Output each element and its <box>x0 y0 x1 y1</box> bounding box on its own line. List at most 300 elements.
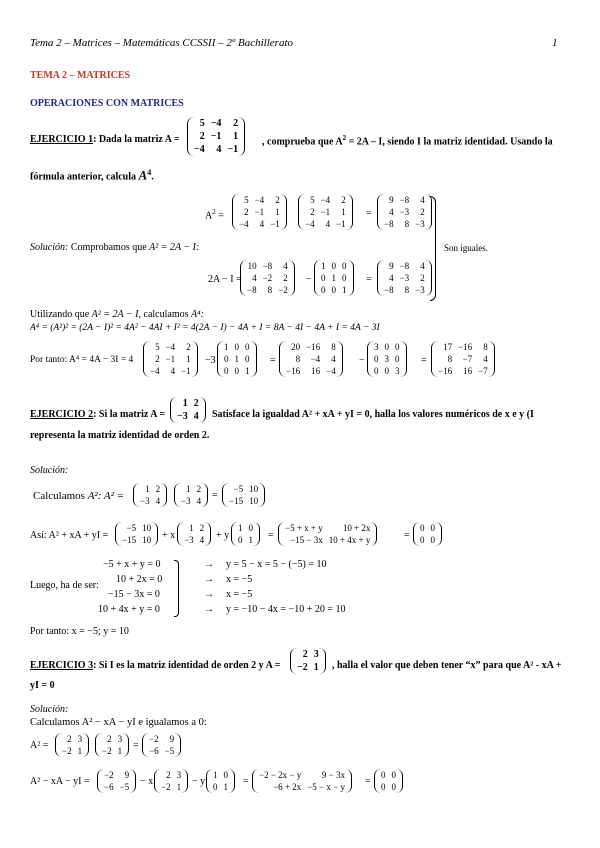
matrix-row <box>381 272 428 284</box>
ex1-use-line: Utilizando que A² = 2A − I, calculamos A⁴: <box>30 309 204 320</box>
matrix-cell: 17 <box>443 342 453 352</box>
matrix-cell: −16 <box>458 342 473 352</box>
ex2-luego: Luego, ha de ser: <box>30 580 99 591</box>
ex2-y: + y <box>216 530 230 541</box>
matrix-row <box>282 534 373 546</box>
section-title: TEMA 2 – MATRICES <box>30 70 131 81</box>
ex3-m2 <box>95 733 129 757</box>
matrix-cell: −3 <box>399 207 410 217</box>
matrix-cell: −15 <box>229 496 244 506</box>
matrix-row <box>119 522 154 534</box>
sys-left-2: −15 − 3x = 0 <box>108 589 160 600</box>
matrix-cell: −8 <box>399 261 410 271</box>
matrix-row <box>236 194 283 206</box>
matrix-cell: 2 <box>283 273 288 283</box>
ex3-m4 <box>154 769 188 793</box>
ex3-calc: Calculamos A² − xA − yI e igualamos a 0: <box>30 717 207 728</box>
matrix-cell: 2 <box>193 398 199 409</box>
matrix-cell: 5 <box>310 195 315 205</box>
matrix-row <box>181 534 207 546</box>
ex3-m1 <box>55 733 89 757</box>
matrix-cell: 2 <box>233 118 239 129</box>
exercise-2-prompt-b: Satisface la igualdad A² + xA + yI = 0, halla los valores numéricos de x e y (I <box>212 409 534 420</box>
matrix-cell: 0 <box>381 770 386 780</box>
matrix-cell: 3 <box>117 734 123 744</box>
matrix-cell: 4 <box>216 144 222 155</box>
matrix-cell: 4 <box>331 354 336 364</box>
matrix-cell: −15 − 3x <box>290 535 323 545</box>
exercise-1-prompt-b: , comprueba que $A^2 = 2A - I$, siendo I la matriz identidad. Usando la <box>262 134 553 148</box>
matrix-cell: 1 <box>189 523 194 533</box>
matrix-row <box>282 522 373 534</box>
page-number: 1 <box>552 37 558 49</box>
matrix-row <box>318 272 350 284</box>
matrix-cell: −1 <box>227 144 239 155</box>
matrix-row <box>137 483 163 495</box>
matrix-cell: −5 <box>233 484 244 494</box>
ex3-m7 <box>374 769 403 793</box>
matrix-row <box>137 495 163 507</box>
exercise-1-matrix-a <box>187 117 245 156</box>
sys-right-0: y = 5 − x = 5 − (−5) = 10 <box>226 559 327 570</box>
matrix-row <box>378 769 399 781</box>
ex2-m4 <box>177 522 211 546</box>
sys-right-2: x = −5 <box>226 589 253 600</box>
sys-left-3: 10 + 4x + y = 0 <box>98 604 160 615</box>
matrix-row <box>174 397 202 410</box>
ex2-m6 <box>278 522 377 546</box>
ex1-m2 <box>298 194 353 230</box>
matrix-cell: −7 <box>478 366 488 376</box>
matrix-cell: −3 <box>184 535 194 545</box>
exercise-2-prompt-c: representa la matriz identidad de orden 2. <box>30 430 210 441</box>
matrix-cell: 3 <box>395 366 400 376</box>
ex1-m6 <box>217 341 257 377</box>
matrix-cell: 0 <box>374 366 379 376</box>
matrix-cell: 1 <box>145 484 150 494</box>
matrix-cell: 2 <box>420 273 425 283</box>
matrix-cell: −5 − x − y <box>307 782 345 792</box>
matrix-row <box>244 272 291 284</box>
ex3-x: − x <box>140 776 154 787</box>
matrix-cell: 2 <box>310 207 315 217</box>
matrix-cell: 2 <box>196 484 202 494</box>
matrix-row <box>371 365 403 377</box>
matrix-cell: 4 <box>389 207 394 217</box>
matrix-cell: −3 <box>181 496 191 506</box>
matrix-cell: 1 <box>117 746 123 756</box>
matrix-cell: −1 <box>181 366 191 376</box>
matrix-row <box>381 206 428 218</box>
exercise-3-prompt-c: yI = 0 <box>30 680 55 691</box>
equals-sign: = <box>270 355 276 366</box>
matrix-cell: −6 + 2x <box>273 782 302 792</box>
sys-right-1: x = −5 <box>226 574 253 585</box>
matrix-cell: −1 <box>210 131 222 142</box>
matrix-cell: 0 <box>213 782 218 792</box>
matrix-row <box>221 353 253 365</box>
matrix-cell: 1 <box>275 207 280 217</box>
matrix-cell: −2 <box>297 662 308 673</box>
matrix-cell: 5 <box>199 118 205 129</box>
matrix-row <box>181 522 207 534</box>
ex3-m3 <box>97 769 136 793</box>
ex2-r1 <box>222 483 265 507</box>
equals-sign: = <box>365 776 371 787</box>
matrix-cell: 0 <box>224 354 229 364</box>
ex2-calc: Calculamos A²: A² = <box>33 490 125 502</box>
matrix-cell: −4 <box>194 144 205 155</box>
matrix-cell: −4 <box>210 118 222 129</box>
matrix-row <box>235 534 256 546</box>
matrix-cell: 4 <box>193 411 199 422</box>
matrix-row <box>158 781 184 793</box>
matrix-cell: −1 <box>336 219 346 229</box>
matrix-cell: −5 + x + y <box>285 523 323 533</box>
matrix-cell: 10 <box>249 484 259 494</box>
matrix-cell: 4 <box>420 261 425 271</box>
equals-sign: = <box>421 355 427 366</box>
matrix-row <box>235 522 256 534</box>
matrix-cell: 4 <box>389 273 394 283</box>
matrix-cell: 0 <box>238 535 243 545</box>
ex1-solution: Solución: Comprobamos que A² = 2A − I: <box>30 242 200 253</box>
exercise-1-prompt-d: fórmula anterior, calcula $A^4$. <box>30 167 154 183</box>
matrix-cell: 4 <box>483 354 488 364</box>
matrix-row <box>146 733 177 745</box>
matrix-row <box>146 745 177 757</box>
matrix-cell: 1 <box>186 354 191 364</box>
matrix-cell: 2 <box>155 484 161 494</box>
matrix-cell: 9 <box>389 261 394 271</box>
matrix-row <box>236 218 283 230</box>
matrix-row <box>244 260 291 272</box>
matrix-cell: 4 <box>259 219 265 229</box>
matrix-row <box>294 661 322 674</box>
matrix-cell: 2 <box>244 207 249 217</box>
matrix-cell: 4 <box>170 366 176 376</box>
matrix-cell: −3 <box>399 273 410 283</box>
matrix-cell: 16 <box>311 366 321 376</box>
matrix-cell: 1 <box>238 523 243 533</box>
minus-sign: − <box>359 355 365 366</box>
matrix-cell: 4 <box>420 195 425 205</box>
arrow-3: → <box>204 604 214 615</box>
matrix-cell: 0 <box>420 535 425 545</box>
matrix-cell: −3 <box>177 411 188 422</box>
matrix-cell: 0 <box>374 354 379 364</box>
matrix-cell: 2 <box>275 195 280 205</box>
matrix-cell: 2 <box>199 131 205 142</box>
matrix-cell: 0 <box>430 535 435 545</box>
matrix-cell: 5 <box>155 342 160 352</box>
matrix-cell: 2 <box>199 523 205 533</box>
matrix-cell: 1 <box>186 484 191 494</box>
matrix-cell: −4 <box>305 219 315 229</box>
matrix-cell: 1 <box>176 782 182 792</box>
matrix-cell: 2 <box>166 770 171 780</box>
matrix-cell: 4 <box>196 496 202 506</box>
matrix-row <box>381 194 428 206</box>
matrix-row <box>147 365 194 377</box>
matrix-cell: 5 <box>244 195 249 205</box>
matrix-cell: −8 <box>384 219 394 229</box>
matrix-cell: −4 <box>320 195 331 205</box>
matrix-cell: −4 <box>150 366 160 376</box>
matrix-row <box>101 769 132 781</box>
ex1-therefore: Por tanto: A⁴ = 4A − 3I = 4 <box>30 355 134 365</box>
equals-sign: = <box>133 740 139 751</box>
matrix-cell: 1 <box>224 342 229 352</box>
matrix-row <box>178 483 204 495</box>
matrix-cell: −1 <box>270 219 280 229</box>
matrix-row <box>191 117 241 130</box>
matrix-cell: −6 <box>104 782 114 792</box>
matrix-cell: 0 <box>331 285 336 295</box>
matrix-cell: 16 <box>463 366 473 376</box>
equals-sign: = <box>212 490 218 501</box>
brace <box>174 560 179 617</box>
matrix-cell: 10 + 2x <box>342 523 371 533</box>
ex2-result: Por tanto: x = −5; y = 10 <box>30 626 129 637</box>
exercise-3-prompt-b: , halla el valor que deben tener “x” para que A² - xA + <box>332 660 562 671</box>
matrix-row <box>191 143 241 156</box>
ex2-x: + x <box>162 530 176 541</box>
matrix-row <box>226 495 261 507</box>
matrix-cell: 3 <box>313 649 319 660</box>
equals-sign: = <box>366 274 372 285</box>
matrix-cell: 0 <box>391 770 396 780</box>
matrix-cell: −6 <box>149 746 159 756</box>
matrix-cell: 10 <box>142 523 152 533</box>
matrix-row <box>226 483 261 495</box>
equals-sign: = <box>404 530 410 541</box>
exercise-3-statement: EJERCICIO 3: Si I es la matriz identidad de orden 2 y A = <box>30 660 281 671</box>
matrix-row <box>283 353 339 365</box>
matrix-cell: 4 <box>283 261 288 271</box>
matrix-cell: −4 <box>326 366 336 376</box>
matrix-cell: 0 <box>420 523 425 533</box>
matrix-row <box>302 206 349 218</box>
matrix-cell: −4 <box>254 195 265 205</box>
matrix-row <box>417 522 438 534</box>
matrix-cell: 0 <box>331 261 336 271</box>
matrix-cell: 0 <box>430 523 435 533</box>
matrix-cell: 0 <box>223 770 228 780</box>
matrix-cell: 9 <box>169 734 175 744</box>
ex1-r1 <box>377 194 432 230</box>
matrix-row <box>210 769 231 781</box>
matrix-cell: 1 <box>234 354 239 364</box>
matrix-cell: 9 <box>389 195 394 205</box>
matrix-cell: 8 <box>404 219 410 229</box>
matrix-cell: 2 <box>420 207 425 217</box>
exercise-2-statement: EJERCICIO 2: Si la matriz A = <box>30 409 166 420</box>
matrix-row <box>147 341 194 353</box>
ex1-2a-i-label: 2A − I = <box>208 274 242 285</box>
matrix-cell: 8 <box>447 354 453 364</box>
ex3-m5 <box>206 769 235 793</box>
matrix-row <box>371 341 403 353</box>
matrix-row <box>256 781 348 793</box>
sys-left-0: −5 + x + y = 0 <box>103 559 161 570</box>
matrix-cell: −4 <box>310 354 321 364</box>
matrix-cell: 0 <box>234 366 239 376</box>
ex3-y: − y <box>192 776 206 787</box>
matrix-row <box>147 353 194 365</box>
matrix-row <box>174 410 202 423</box>
matrix-row <box>101 781 132 793</box>
matrix-cell: 1 <box>233 131 239 142</box>
matrix-cell: 8 <box>331 342 336 352</box>
ex2-m3 <box>115 522 158 546</box>
matrix-cell: 0 <box>381 782 386 792</box>
matrix-row <box>59 745 85 757</box>
matrix-cell: −2 <box>278 285 288 295</box>
matrix-cell: 20 <box>291 342 301 352</box>
matrix-cell: 1 <box>321 261 326 271</box>
arrow-2: → <box>204 589 214 600</box>
matrix-cell: 0 <box>245 342 250 352</box>
matrix-cell: −3 <box>415 219 425 229</box>
matrix-cell: 1 <box>213 770 218 780</box>
ex1-m8 <box>367 341 407 377</box>
matrix-cell: −8 <box>384 285 394 295</box>
matrix-cell: 1 <box>77 746 83 756</box>
matrix-cell: −3 <box>140 496 150 506</box>
matrix-cell: 9 − 3x <box>321 770 345 780</box>
matrix-cell: −2 <box>62 746 72 756</box>
matrix-cell: −4 <box>239 219 249 229</box>
ex1-same: Son iguales. <box>444 243 488 253</box>
ex3-line2: A² − xA − yI = <box>30 776 90 787</box>
matrix-cell: 2 <box>186 342 191 352</box>
matrix-cell: 3 <box>374 342 379 352</box>
matrix-row <box>302 194 349 206</box>
matrix-cell: 1 <box>223 782 228 792</box>
matrix-cell: 2 <box>341 195 346 205</box>
matrix-row <box>378 781 399 793</box>
matrix-row <box>435 341 491 353</box>
ex1-m9 <box>431 341 495 377</box>
matrix-cell: 0 <box>384 342 389 352</box>
matrix-cell: −1 <box>165 354 176 364</box>
matrix-cell: −2 <box>149 734 159 744</box>
matrix-cell: 2 <box>302 649 308 660</box>
matrix-row <box>381 218 428 230</box>
matrix-cell: 1 <box>245 366 250 376</box>
minus-sign: − <box>306 274 312 285</box>
matrix-cell: 1 <box>341 207 346 217</box>
matrix-cell: −5 <box>119 782 130 792</box>
matrix-cell: 0 <box>248 523 253 533</box>
matrix-row <box>221 365 253 377</box>
ex1-expansion: A⁴ = (A²)² = (2A − I)² = 4A² − 4AI + I² = 4(2A − I) − 4A + I = 8A − 4I − 4A + I = 4A − 3I <box>30 323 380 333</box>
matrix-row <box>417 534 438 546</box>
ex2-m2 <box>174 483 208 507</box>
matrix-row <box>435 353 491 365</box>
matrix-cell: 9 <box>124 770 130 780</box>
ex1-m7 <box>279 341 343 377</box>
matrix-cell: 8 <box>404 285 410 295</box>
matrix-cell: 10 <box>249 496 259 506</box>
matrix-cell: 0 <box>321 273 326 283</box>
ex2-asi: Así: A² + xA + yI = <box>30 530 109 541</box>
matrix-row <box>244 284 291 296</box>
matrix-row <box>294 648 322 661</box>
matrix-cell: 0 <box>395 354 400 364</box>
matrix-row <box>191 130 241 143</box>
matrix-cell: −2 − 2x − y <box>259 770 302 780</box>
matrix-row <box>59 733 85 745</box>
arrow-0: → <box>204 559 214 570</box>
exercise-1-statement <box>30 134 180 146</box>
subsection-title: OPERACIONES CON MATRICES <box>30 98 184 109</box>
matrix-row <box>178 495 204 507</box>
matrix-row <box>302 218 349 230</box>
sys-right-3: y = −10 − 4x = −10 + 20 = 10 <box>226 604 346 615</box>
sys-left-1: 10 + 2x = 0 <box>116 574 163 585</box>
matrix-cell: −2 <box>262 273 273 283</box>
ex1-m5 <box>143 341 198 377</box>
equals-sign: = <box>366 208 372 219</box>
matrix-cell: −16 <box>438 366 453 376</box>
matrix-row <box>119 534 154 546</box>
matrix-row <box>318 284 350 296</box>
matrix-row <box>381 284 428 296</box>
matrix-cell: −7 <box>462 354 473 364</box>
matrix-cell: −5 <box>164 746 175 756</box>
matrix-cell: 8 <box>267 285 273 295</box>
matrix-cell: 4 <box>325 219 331 229</box>
matrix-cell: 0 <box>342 261 347 271</box>
exercise-3-label: EJERCICIO 3 <box>30 660 94 671</box>
ex2-solution-label: Solución: <box>30 465 69 476</box>
matrix-cell: 10 <box>142 535 152 545</box>
matrix-cell: 10 <box>247 261 257 271</box>
matrix-cell: 0 <box>245 354 250 364</box>
matrix-cell: 3 <box>77 734 83 744</box>
ex2-m1 <box>133 483 167 507</box>
matrix-cell: 1 <box>182 398 188 409</box>
matrix-cell: 8 <box>483 342 488 352</box>
exercise-1-prompt-a: : Dada la matriz A = <box>93 134 180 145</box>
matrix-cell: 1 <box>342 285 347 295</box>
ex3-m6 <box>252 769 352 793</box>
matrix-row <box>99 745 125 757</box>
matrix-cell: −2 <box>102 746 112 756</box>
matrix-row <box>283 341 339 353</box>
matrix-cell: −2 <box>104 770 114 780</box>
arrow-1: → <box>204 574 214 585</box>
matrix-cell: 2 <box>67 734 72 744</box>
matrix-cell: 1 <box>313 662 319 673</box>
matrix-row <box>435 365 491 377</box>
matrix-row <box>318 260 350 272</box>
matrix-cell: −4 <box>165 342 176 352</box>
matrix-cell: 0 <box>395 342 400 352</box>
matrix-cell: 1 <box>248 535 253 545</box>
matrix-cell: 0 <box>384 366 389 376</box>
ex1-m3 <box>240 260 295 296</box>
exercise-2-matrix-a <box>170 397 206 423</box>
matrix-row <box>283 365 339 377</box>
matrix-cell: −16 <box>306 342 321 352</box>
matrix-cell: 0 <box>321 285 326 295</box>
matrix-cell: 2 <box>155 354 160 364</box>
matrix-cell: 4 <box>155 496 161 506</box>
exercise-2-label: EJERCICIO 2 <box>30 409 94 420</box>
